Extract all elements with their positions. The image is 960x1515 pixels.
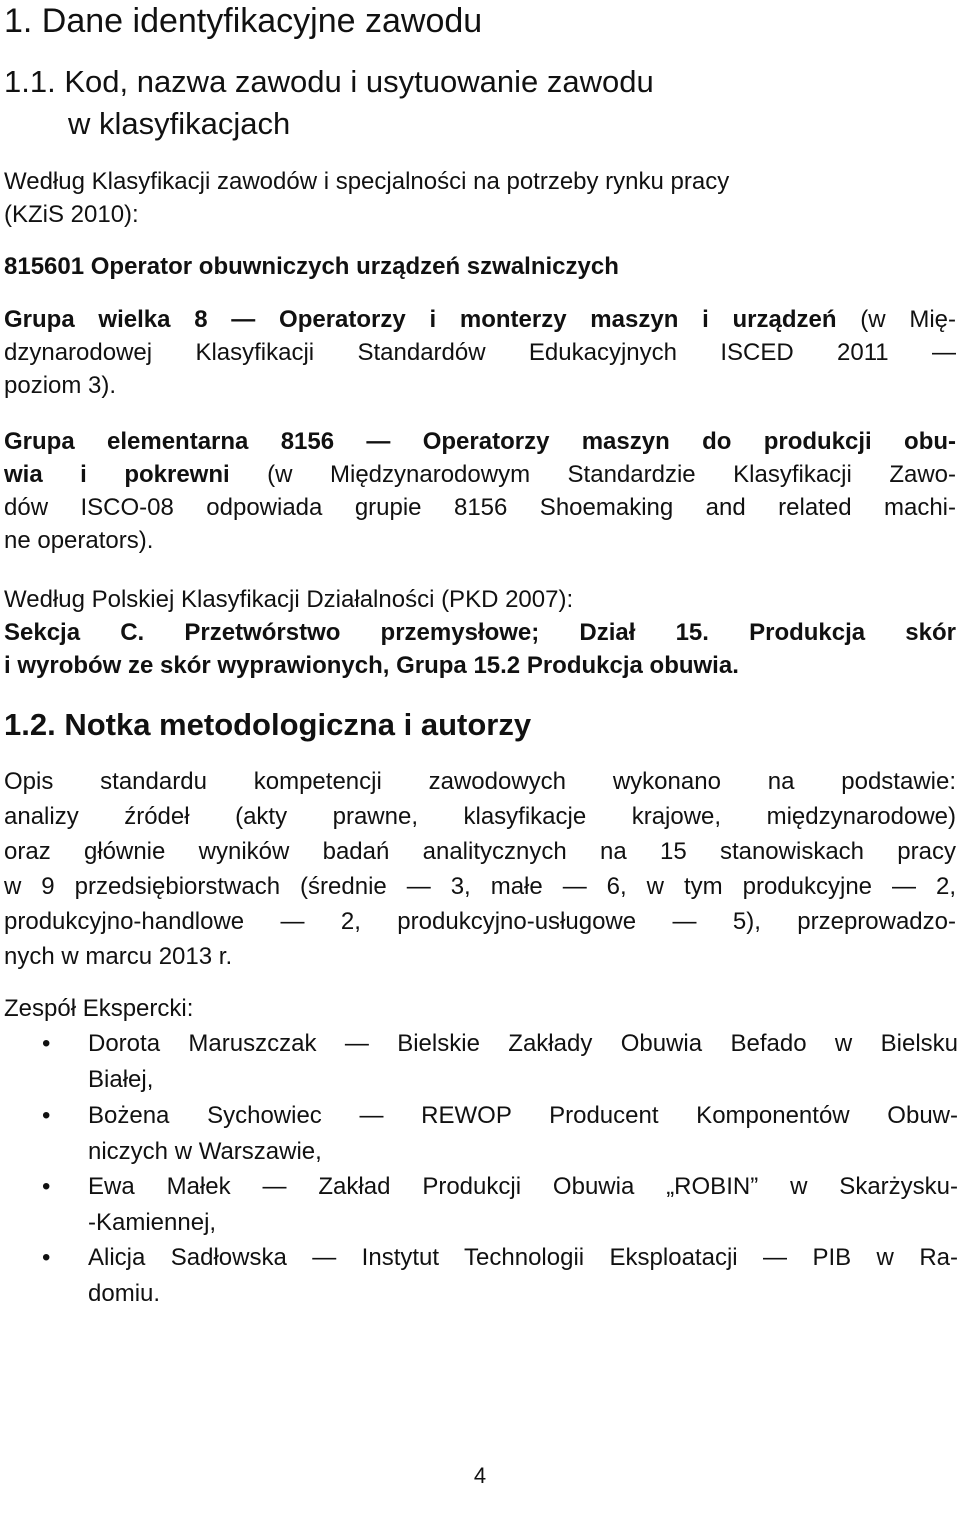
- subsection-1-1-heading: [4, 61, 654, 145]
- expert-team-label: Zespół Ekspercki:: [4, 995, 194, 1022]
- bullet-icon: •: [42, 1244, 51, 1271]
- expert-list: [0, 1026, 960, 1316]
- subsection-1-2-heading: 1.2. Notka metodologiczna i autorzy: [4, 707, 532, 742]
- kzis-intro-line1: Według Klasyfikacji zawodów i specjalności na potrzeby rynku pracy: [4, 168, 730, 195]
- pkd-line2: i wyrobów ze skór wyprawionych, Grupa 15.2 Produkcja obuwia.: [4, 652, 739, 679]
- pkd-paragraph: [4, 583, 956, 682]
- expert-1-line1: Dorota Maruszczak ― Bielskie Zakłady Obuwia Befado w Bielsku: [88, 1030, 958, 1057]
- grupa-elementarna-line2-bold: wia i pokrewni: [4, 461, 230, 488]
- grupa-elementarna-paragraph: [4, 425, 956, 557]
- expert-2-line2: niczych w Warszawie,: [88, 1138, 322, 1165]
- grupa-elementarna-line1: Grupa elementarna 8156 ― Operatorzy maszyn do produkcji obu-: [4, 428, 956, 455]
- kzis-intro-line2: (KZiS 2010):: [4, 201, 139, 228]
- methodology-line2: analizy źródeł (akty prawne, klasyfikacje krajowe, międzynarodowe): [4, 803, 956, 830]
- grupa-wielka-bold: Grupa wielka 8 ― Operatorzy i monterzy maszyn i urządzeń: [4, 306, 837, 333]
- grupa-wielka-line3: poziom 3).: [4, 372, 117, 399]
- methodology-line4: w 9 przedsiębiorstwach (średnie ― 3, małe ― 6, w tym produkcyjne ― 2,: [4, 873, 956, 900]
- pkd-intro: Według Polskiej Klasyfikacji Działalności (PKD 2007):: [4, 586, 574, 613]
- grupa-wielka-paragraph: [4, 303, 956, 402]
- expert-1-line2: Białej,: [88, 1066, 154, 1093]
- methodology-line5: produkcyjno-handlowe ― 2, produkcyjno-usługowe ― 5), przeprowadzo-: [4, 908, 956, 935]
- expert-2-line1: Bożena Sychowiec ― REWOP Producent Komponentów Obuw-: [88, 1102, 958, 1129]
- occupation-text: 815601 Operator obuwniczych urządzeń szwalniczych: [4, 253, 619, 280]
- methodology-line3: oraz głównie wyników badań analitycznych na 15 stanowiskach pracy: [4, 838, 956, 865]
- grupa-elementarna-line4: ne operators).: [4, 527, 154, 554]
- grupa-elementarna-line2-rest: (w Międzynarodowym Standardzie Klasyfikacji Zawo-: [229, 461, 956, 488]
- subsection-1-1-heading-line1: 1.1. Kod, nazwa zawodu i usytuowanie zawodu: [4, 64, 654, 99]
- expert-4-line1: Alicja Sadłowska ― Instytut Technologii Eksploatacji ― PIB w Ra-: [88, 1244, 958, 1271]
- expert-3-line2: -Kamiennej,: [88, 1209, 217, 1236]
- pkd-line1: Sekcja C. Przetwórstwo przemysłowe; Dział 15. Produkcja skór: [4, 619, 956, 646]
- occupation-code-name: [4, 250, 619, 283]
- bullet-icon: •: [42, 1102, 51, 1129]
- expert-3-line1: Ewa Małek ― Zakład Produkcji Obuwia „ROBIN” w Skarżysku-: [88, 1173, 958, 1200]
- kzis-intro: [4, 165, 956, 231]
- section-heading: 1. Dane identyfikacyjne zawodu: [4, 2, 483, 40]
- grupa-wielka-rest: (w Mię-: [836, 306, 957, 333]
- methodology-line1: Opis standardu kompetencji zawodowych wykonano na podstawie:: [4, 768, 956, 795]
- page-number: 4: [473, 1463, 487, 1488]
- methodology-line6: nych w marcu 2013 r.: [4, 943, 233, 970]
- subsection-1-1-heading-line2: w klasyfikacjach: [68, 106, 291, 141]
- grupa-wielka-line2: dzynarodowej Klasyfikacji Standardów Edukacyjnych ISCED 2011 ―: [4, 339, 956, 366]
- expert-4-line2: domiu.: [88, 1280, 161, 1307]
- bullet-icon: •: [42, 1173, 51, 1200]
- grupa-elementarna-line3: dów ISCO-08 odpowiada grupie 8156 Shoemaking and related machi-: [4, 494, 956, 521]
- bullet-icon: •: [42, 1030, 51, 1057]
- methodology-paragraph: [4, 764, 956, 974]
